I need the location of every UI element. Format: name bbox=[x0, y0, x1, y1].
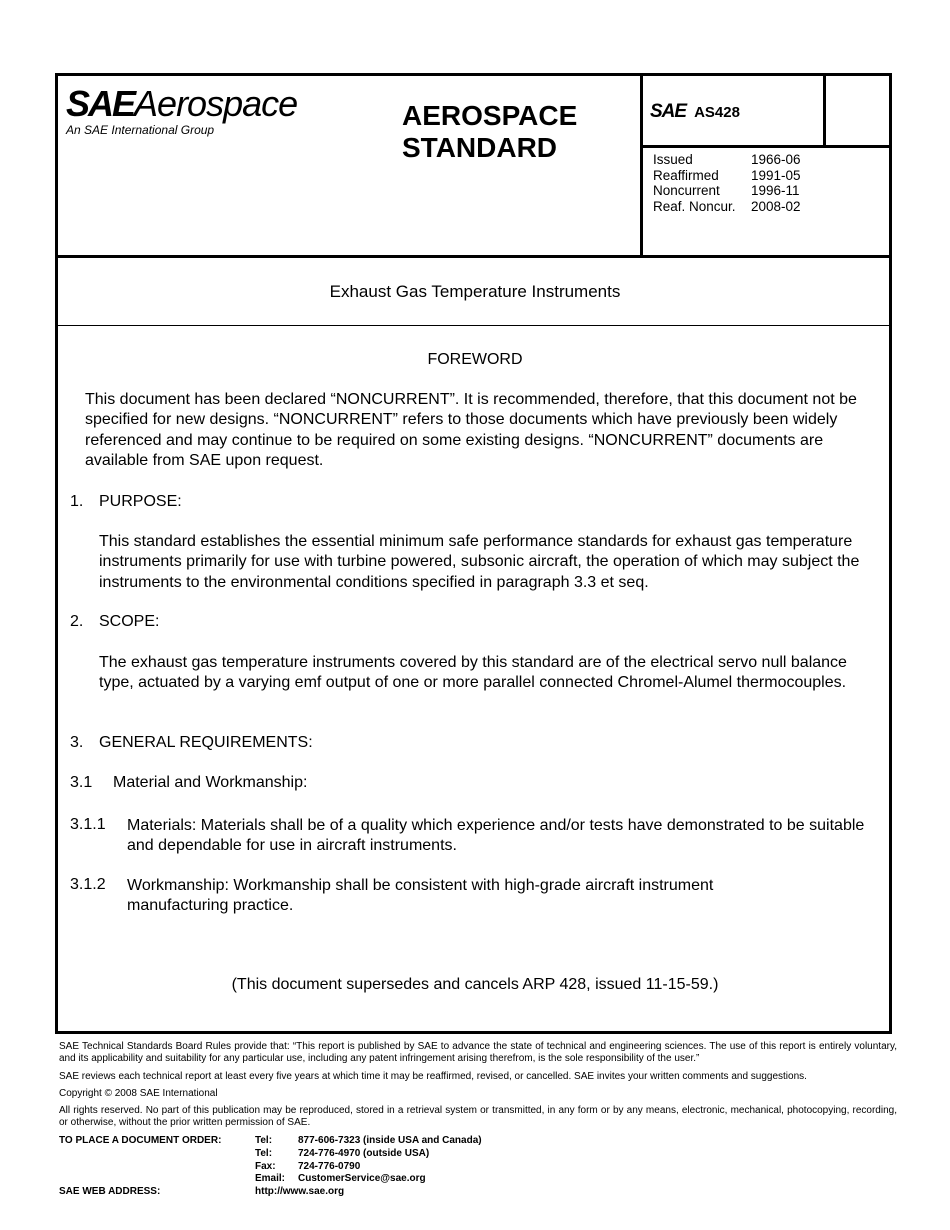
order-row bbox=[59, 1148, 482, 1161]
supersede-note: (This document supersedes and cancels ARP 428, issued 11-15-59.) bbox=[231, 976, 719, 993]
purpose-text: This standard establishes the essential minimum safe performance standards for exhaust gas temperature instruments primarily for use with turbine powered, subsonic aircraft, the operation of which may subject the instruments to the environmental conditions specified in paragraph 3.3 et seq. bbox=[99, 533, 860, 591]
document-type bbox=[402, 100, 577, 164]
footer-rules: SAE Technical Standards Board Rules provide that: “This report is published by SAE to advance the state of technical and engineering sciences. The use of this report is entirely voluntary, and its applicability and suitability for any particular use, including any patent infringement arising therefrom, is the sole responsibility of the user.” bbox=[59, 1041, 897, 1064]
date-value: 1996-11 bbox=[751, 183, 800, 198]
order-row bbox=[59, 1135, 482, 1148]
web-label: SAE WEB ADDRESS: bbox=[59, 1186, 161, 1197]
contact-label: Tel: bbox=[255, 1147, 273, 1159]
date-value: 1966-06 bbox=[751, 152, 801, 167]
sae-badge: SAE bbox=[650, 101, 687, 122]
workmanship-text: Workmanship: Workmanship shall be consistent with high-grade aircraft instrument manufacturing practice. bbox=[127, 877, 714, 915]
date-value: 1991-05 bbox=[751, 167, 801, 183]
date-row bbox=[653, 168, 801, 184]
header-bottom-rule bbox=[55, 255, 892, 258]
section-number: 3. bbox=[70, 734, 84, 751]
foreword-heading: FOREWORD bbox=[427, 351, 523, 368]
contact-value: 724-776-4970 (outside USA) bbox=[298, 1147, 430, 1159]
footer-copyright: Copyright © 2008 SAE International bbox=[59, 1088, 218, 1099]
contact-label: Tel: bbox=[255, 1135, 273, 1146]
document-type-line2: STANDARD bbox=[402, 132, 558, 163]
logo-subtitle: An SAE International Group bbox=[66, 123, 215, 137]
section-heading-general bbox=[70, 734, 313, 752]
foreword-text: This document has been declared “NONCURRENT”. It is recommended, therefore, that this document not be specified for new designs. “NONCURRENT” refers to those documents which have previously been widely referenced and may continue to be required on some existing designs. “NONCURRENT” documents are available from SAE upon request. bbox=[85, 391, 857, 470]
sae-aerospace-logo bbox=[66, 83, 298, 137]
title-bottom-rule bbox=[58, 325, 892, 326]
contact-value: 877-606-7323 (inside USA and Canada) bbox=[298, 1135, 482, 1146]
section-title: GENERAL REQUIREMENTS: bbox=[99, 734, 313, 751]
section-heading-material bbox=[70, 774, 307, 792]
document-number-box bbox=[650, 101, 740, 123]
contact-label: Email: bbox=[255, 1173, 286, 1185]
contact-label: Fax: bbox=[255, 1160, 276, 1172]
date-row bbox=[653, 152, 801, 168]
section-number: 3.1 bbox=[70, 774, 93, 791]
footer-review: SAE reviews each technical report at least every five years at which time it may be reaffirmed, revised, or cancelled. SAE invites your written comments and suggestions. bbox=[59, 1071, 807, 1082]
logo-brand-rest: Aerospace bbox=[134, 83, 298, 124]
scope-text: The exhaust gas temperature instruments covered by this standard are of the electrical servo null balance type, actuated by a varying emf output of one or more parallel connected Chromel-Alumel thermocouples. bbox=[99, 654, 847, 692]
date-value: 2008-02 bbox=[751, 198, 801, 214]
contact-value: 724-776-0790 bbox=[298, 1160, 361, 1172]
date-label: Issued bbox=[653, 152, 693, 167]
footer-rights: All rights reserved. No part of this publication may be reproduced, stored in a retrieval system or transmitted, in any form or by any means, electronic, mechanical, photocopying, recording, or otherwise, without the prior written permission of SAE. bbox=[59, 1105, 897, 1128]
document-number: AS428 bbox=[694, 104, 740, 121]
section-title: SCOPE: bbox=[99, 613, 160, 630]
date-row bbox=[653, 183, 801, 199]
section-title: PURPOSE: bbox=[99, 493, 182, 510]
web-address bbox=[59, 1186, 344, 1197]
order-row bbox=[59, 1173, 482, 1186]
header-box-divider bbox=[823, 73, 826, 147]
section-title: Material and Workmanship: bbox=[113, 774, 308, 791]
materials-text: Materials: Materials shall be of a quality which experience and/or tests have demonstrated to be suitable and dependable for use in aircraft instruments. bbox=[127, 817, 865, 855]
web-link[interactable]: http://www.sae.org bbox=[255, 1186, 345, 1197]
section-heading-scope bbox=[70, 613, 159, 631]
section-number-workmanship: 3.1.2 bbox=[70, 876, 106, 893]
date-row bbox=[653, 199, 801, 215]
logo-brand: SAE bbox=[66, 83, 135, 124]
order-info bbox=[59, 1135, 482, 1186]
date-label: Reaffirmed bbox=[653, 167, 719, 183]
date-label: Reaf. Noncur. bbox=[653, 198, 736, 214]
document-type-line1: AEROSPACE bbox=[402, 100, 578, 131]
section-number: 2. bbox=[70, 613, 84, 630]
section-heading-purpose bbox=[70, 493, 182, 511]
order-label: TO PLACE A DOCUMENT ORDER: bbox=[59, 1135, 222, 1146]
order-row bbox=[59, 1161, 482, 1174]
header-box-rule bbox=[640, 145, 892, 148]
email-link[interactable]: CustomerService@sae.org bbox=[298, 1173, 426, 1185]
date-label: Noncurrent bbox=[653, 183, 720, 198]
date-history bbox=[653, 152, 801, 214]
header-divider-vertical bbox=[640, 73, 643, 257]
section-number: 1. bbox=[70, 493, 84, 510]
document-title: Exhaust Gas Temperature Instruments bbox=[329, 282, 621, 301]
section-number-materials: 3.1.1 bbox=[70, 816, 106, 833]
